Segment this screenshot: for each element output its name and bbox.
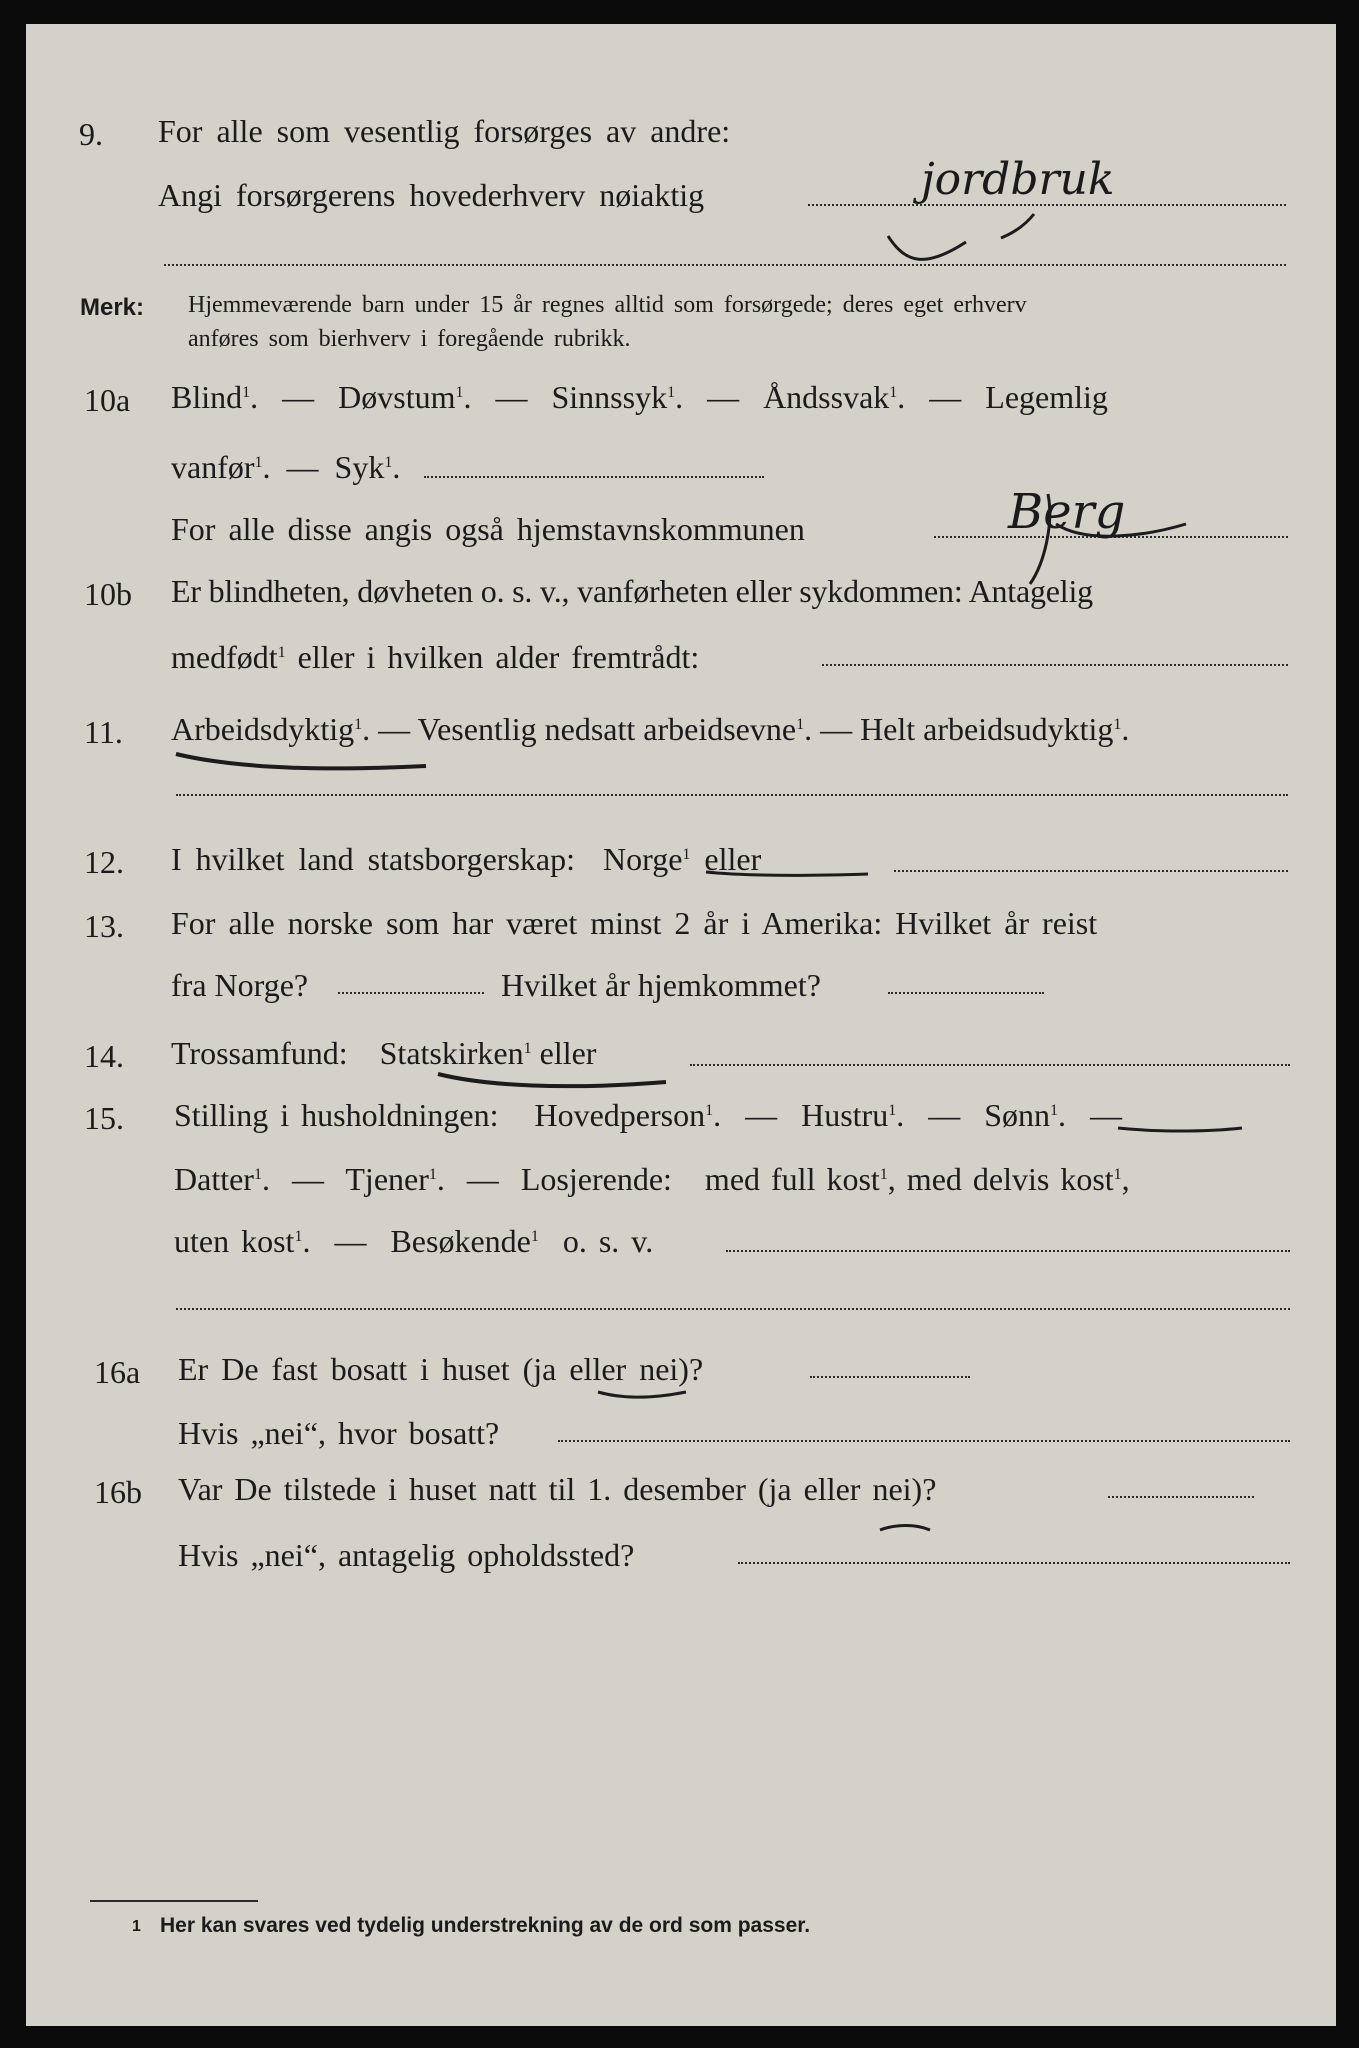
option-nedsatt: Vesentlig nedsatt arbeidsevne [417,711,797,747]
option-full-kost: med full kost [704,1161,880,1197]
option-norge: Norge [603,841,683,877]
q16b-ja-underline [880,1526,930,1531]
q11-number: 11. [84,714,123,750]
q16a-line2: Hvis „nei“, hvor bosatt? [178,1415,500,1451]
q10a-line3: For alle disse angis også hjemstavnskommunen [171,511,805,547]
q9-answer-flourish [888,214,1034,259]
option-statskirken: Statskirken [379,1035,524,1071]
q15-sonn-underline [1118,1128,1242,1131]
q13-line1: For alle norske som har været minst 2 år i Amerika: Hvilket år reist [171,905,1098,941]
q10b-line1: Er blindheten, døvheten o. s. v., vanførheten eller sykdommen: Antagelig [171,573,1093,609]
q10a-line1: Blind$^1$. — Døvstum$^1$. — Sinnssyk$^1$. — Åndssvak$^1$. — Legemlig [171,379,1108,415]
q12-line: I hvilket land statsborgerskap: Norge$^1$ eller [171,841,762,877]
q16b-line2: Hvis „nei“, antagelig opholdssted? [178,1537,635,1573]
q16a-number: 16a [94,1354,141,1390]
option-sinnssyk: Sinnssyk [551,379,668,415]
footnote-mark: 1 [132,1918,141,1935]
option-hustru: Hustru [801,1097,889,1133]
q9-number: 9. [79,116,103,152]
q16b-line1: Var De tilstede i huset natt til 1. desember (ja eller nei)? [178,1471,937,1507]
q15-number: 15. [84,1100,124,1136]
q10a-handwritten-answer: Berg [1008,484,1126,540]
q12-norge-underline [706,872,868,875]
q10b-line2: medfødt$^1$ eller i hvilken alder fremtrådt: [171,639,700,675]
merk-note-line2: anføres som bierhverv i foregående rubrikk. [188,326,631,352]
q10a-line2: vanfør$^1$. — Syk$^1$. [171,449,401,485]
q15-line3: uten kost$^1$. — Besøkende$^1$ o. s. v. [174,1223,654,1259]
q9-handwritten-answer: jordbruk [921,154,1115,205]
q13-number: 13. [84,908,124,944]
q9-instruction: Angi forsørgerens hovederhverv nøiaktig [158,177,705,213]
q16a-line1: Er De fast bosatt i huset (ja eller nei)? [178,1351,704,1387]
q10a-answer-stroke [1030,494,1186,584]
q11-arbeidsdyktig-underline [176,754,426,768]
option-hovedperson: Hovedperson [534,1097,706,1133]
option-dovstum: Døvstum [338,379,456,415]
option-vanfor: vanfør [171,449,255,485]
q10b-number: 10b [84,576,132,612]
q14-statskirken-underline [438,1074,666,1086]
census-form-page [26,24,1336,2026]
option-tjener: Tjener [345,1161,429,1197]
q15-line1: Stilling i husholdningen: Hovedperson$^1$. — Hustru$^1$. — Sønn$^1$. — [174,1097,1122,1133]
footnote-text: Her kan svares ved tydelig understrekning av de ord som passer. [160,1914,811,1937]
q14-number: 14. [84,1038,124,1074]
handwritten-marks [26,24,1336,2026]
option-besokende: Besøkende [390,1223,531,1259]
q10a-number: 10a [84,382,131,418]
q16a-ja-underline [598,1392,686,1397]
q11-line: Arbeidsdyktig$^1$. — Vesentlig nedsatt arbeidsevne$^1$. — Helt arbeidsudyktig$^1$. [171,711,1130,747]
option-andssvak: Åndssvak [763,379,890,415]
q16b-number: 16b [94,1474,142,1510]
q12-number: 12. [84,844,124,880]
option-udyktig: Helt arbeidsudyktig [860,711,1114,747]
option-sonn: Sønn [984,1097,1050,1133]
option-datter: Datter [174,1161,254,1197]
q9-question: For alle som vesentlig forsørges av andre: [158,113,731,149]
q13-line2b: Hvilket år hjemkommet? [501,967,821,1003]
q14-line: Trossamfund: Statskirken$^1$ eller [171,1035,597,1071]
option-delvis-kost: med delvis kost [906,1161,1114,1197]
option-blind: Blind [171,379,243,415]
merk-label: Merk: [80,294,145,321]
option-arbeidsdyktig: Arbeidsdyktig [171,711,355,747]
q13-line2a: fra Norge? [171,967,309,1003]
option-legemlig: Legemlig [985,379,1108,415]
option-uten-kost: uten kost [174,1223,295,1259]
q15-line2: Datter$^1$. — Tjener$^1$. — Losjerende: med full kost$^1$, med delvis kost$^1$, [174,1161,1130,1197]
option-syk: Syk [334,449,385,485]
merk-note-line1: Hjemmeværende barn under 15 år regnes alltid som forsørgede; deres eget erhverv [188,292,1027,318]
